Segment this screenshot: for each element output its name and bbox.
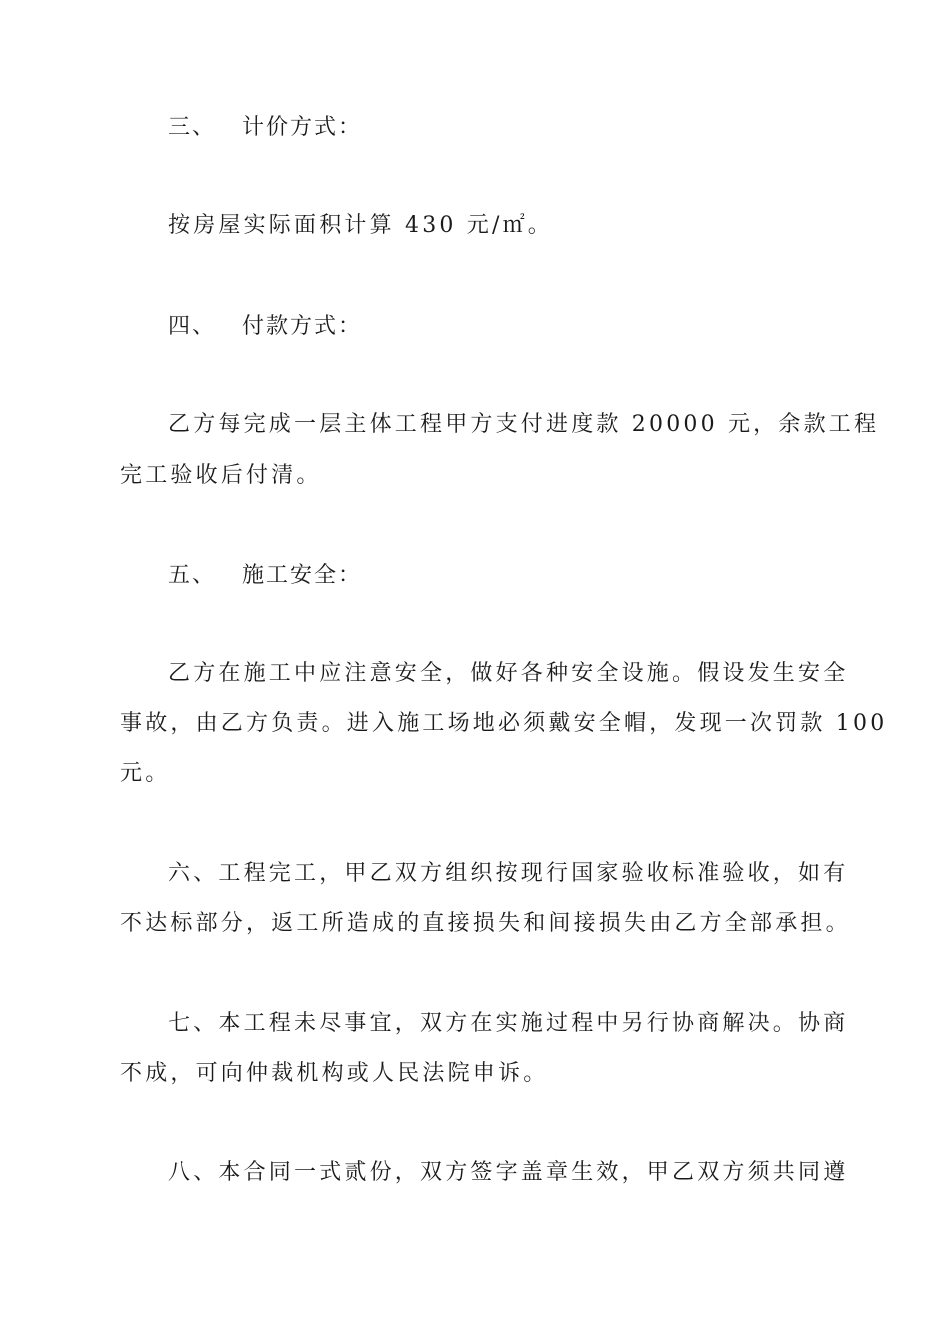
section-5-heading [168,550,832,602]
section-5-title: 施工安全： [242,563,363,588]
section-4-heading [168,301,832,353]
section-5-body-line-1: 乙方在施工中应注意安全，做好各种安全设施。假设发生安全 [168,661,849,686]
section-4-body-line-1: 乙方每完成一层主体工程甲方支付进度款 20000 元，余款工程 [168,412,880,437]
section-3-heading [168,102,832,154]
section-8-line-1: 八、本合同一式贰份，双方签字盖章生效，甲乙双方须共同遵 [168,1160,849,1185]
section-6-line-1: 六、工程完工，甲乙双方组织按现行国家验收标准验收，如有 [168,861,849,886]
section-3-body: 按房屋实际面积计算 430 元/㎡。 [168,213,553,238]
section-7-line-1: 七、本工程未尽事宜，双方在实施过程中另行协商解决。协商 [168,1011,849,1036]
section-7-line-2: 不成，可向仲裁机构或人民法院申诉。 [120,1061,549,1086]
section-6-line-2: 不达标部分，返工所造成的直接损失和间接损失由乙方全部承担。 [120,911,851,936]
section-5-number: 五、 [168,563,217,588]
section-3-number: 三、 [168,115,217,140]
section-4-body-line-2: 完工验收后付清。 [120,463,322,488]
section-4-number: 四、 [168,314,217,339]
section-4-title: 付款方式： [242,314,363,339]
section-3-title: 计价方式： [242,115,363,140]
section-5-body-line-3: 元。 [120,761,171,786]
section-5-body-line-2: 事故，由乙方负责。进入施工场地必须戴安全帽，发现一次罚款 100 [120,711,888,736]
